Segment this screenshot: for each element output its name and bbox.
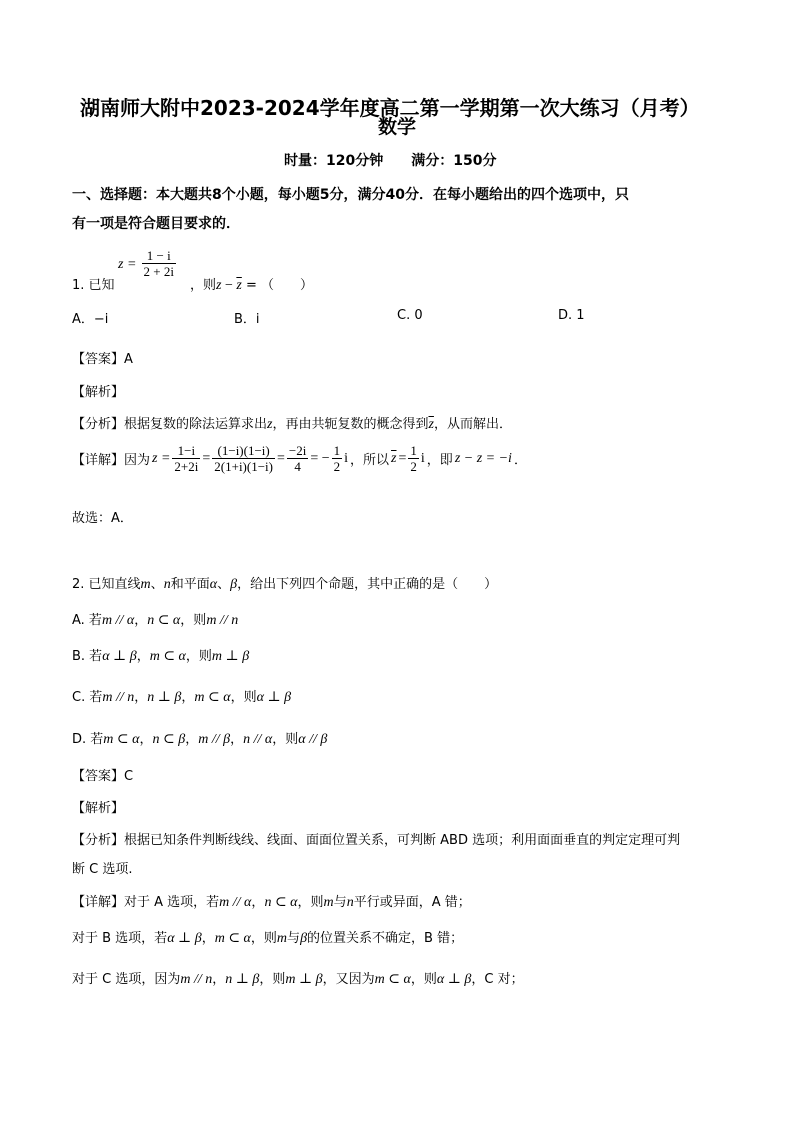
q1-detail-suoyi: ，所以: [350, 453, 390, 468]
q2-da-t7: n: [346, 895, 354, 910]
q2-b-t0: B. 若: [72, 649, 103, 664]
q2-b-t5: m ⊥ β: [211, 649, 250, 664]
q2-c-t2: ，: [134, 690, 148, 705]
q1-detail-frac4-den: 2: [333, 459, 341, 474]
q2-sep2: 、: [217, 577, 231, 592]
q2-detail-b: [72, 927, 463, 947]
q2-c-t6: ，则: [230, 690, 257, 705]
q1-conclusion: 故选：A．: [72, 511, 133, 526]
q1-then: ，则: [190, 278, 217, 293]
q1-number: 1. 已知: [72, 278, 115, 293]
q1-detail-frac3-num: −2i: [288, 443, 307, 458]
q2-db-t4: ，则: [250, 931, 277, 946]
q1-fraction: [142, 248, 176, 279]
q2-db-t6: 与: [287, 931, 301, 946]
q1-formula: [118, 248, 176, 279]
q2-c-t7: α ⊥ β: [256, 690, 292, 705]
q1-option-b: B．i: [234, 312, 260, 327]
section-instruction-line1: 一、选择题：本大题共8个小题，每小题5分，满分40分．在每小题给出的四个选项中，只: [72, 187, 629, 203]
q2-db-t3: m ⊂ α: [214, 931, 251, 946]
q1-detail-z: z =: [152, 450, 171, 466]
q1-fenxi: [72, 413, 512, 433]
exam-title: 湖南师大附中2023-2024学年度高二第一学期第一次大练习（月考）: [80, 96, 700, 120]
q2-db-t5: m: [276, 931, 288, 946]
q2-d-t5: m // β: [198, 732, 231, 747]
q2-c-t0: C. 若: [72, 690, 103, 705]
q2-db-t1: α ⊥ β: [167, 931, 202, 946]
q2-d-t0: D. 若: [72, 732, 104, 747]
q2-dc-t7: m ⊂ α: [374, 972, 411, 987]
q1-detail: [72, 443, 527, 474]
q2-d-t2: ，: [139, 732, 153, 747]
q2-stem-end: ，给出下列四个命题，其中正确的是（ ）: [237, 577, 498, 592]
q2-analysis-label: 【解析】: [72, 801, 125, 816]
q2-alpha: α: [209, 577, 218, 592]
q2-da-t4: ，则: [297, 895, 324, 910]
q2-da-t2: ，: [251, 895, 265, 910]
q1-detail-frac2-den: 2(1+i)(1−i): [214, 459, 273, 474]
q1-detail-frac2: [212, 443, 275, 474]
q2-d-t8: ，则: [272, 732, 299, 747]
q2-a-t3: n ⊂ α: [147, 613, 181, 628]
q1-z-eq: z =: [118, 257, 137, 272]
q1-z: z: [216, 278, 222, 293]
q2-d-t6: ，: [230, 732, 244, 747]
q2-detail-c: [72, 968, 524, 988]
q1-detail-frac1-den: 2+2i: [174, 459, 199, 474]
q2-da-t5: m: [323, 895, 334, 910]
q2-a-t4: ，则: [180, 613, 207, 628]
q1-option-c: C. 0: [397, 308, 423, 323]
q2-b-t4: ，则: [185, 649, 212, 664]
q1-frac-den: 2 + 2i: [143, 264, 174, 279]
q1-answer: 【答案】A: [72, 352, 133, 367]
q2-da-t1: m // α: [219, 895, 252, 910]
q2-da-t6: 与: [333, 895, 347, 910]
q2-dc-t1: m // n: [180, 972, 213, 987]
q2-detail-a: [72, 891, 471, 911]
q1-fenxi-pre: 【分析】根据复数的除法运算求出: [72, 417, 268, 432]
q1-option-a: A．−i: [72, 312, 109, 327]
q1-detail-eq4: =: [398, 450, 407, 466]
q2-fenxi-line2: 断 C 选项.: [72, 862, 133, 877]
q1-detail-pre: 【详解】因为: [72, 453, 151, 468]
q1-detail-frac5: [408, 443, 419, 474]
q2-a-t5: m // n: [206, 613, 239, 628]
q2-d-t1: m ⊂ α: [103, 732, 140, 747]
q2-stem: [72, 573, 497, 593]
q2-d-t3: n ⊂ β: [152, 732, 186, 747]
q2-a-t1: m // α: [101, 613, 135, 628]
q1-minus: −: [221, 278, 237, 293]
q2-n: n: [163, 577, 171, 592]
q1-tail: [190, 274, 313, 294]
q1-detail-frac5-num: 1: [410, 443, 417, 458]
q2-b-t1: α ⊥ β: [102, 649, 137, 664]
q2-d-t4: ，: [185, 732, 199, 747]
q1-detail-final: z − z = −i: [454, 450, 512, 466]
q1-detail-eq2: =: [276, 450, 285, 466]
q2-dc-t6: ，又因为: [322, 972, 375, 987]
q1-detail-i: i: [344, 450, 349, 466]
q2-plane: 和平面: [170, 577, 210, 592]
section-instruction-line2: 有一项是符合题目要求的．: [72, 216, 240, 232]
q2-db-t2: ，: [201, 931, 215, 946]
q1-fenxi-mid: ，再由共轭复数的概念得到: [272, 417, 429, 432]
q1-detail-frac2-num: (1−i)(1−i): [212, 443, 275, 459]
subject-title: 数学: [378, 116, 417, 138]
q2-db-t7: β: [300, 931, 308, 946]
q1-fenxi-z: z: [267, 417, 273, 432]
q2-option-c: [72, 686, 291, 706]
q1-detail-frac4: [332, 443, 343, 474]
q1-detail-frac1-num: 1−i: [172, 443, 200, 459]
q2-c-t4: ，: [181, 690, 195, 705]
q2-dc-t2: ，: [212, 972, 226, 987]
q1-detail-frac4-num: 1: [333, 443, 341, 458]
q2-db-t0: 对于 B 选项，若: [72, 931, 168, 946]
q2-option-d: [72, 728, 327, 748]
q2-dc-t0: 对于 C 选项，因为: [72, 972, 181, 987]
q2-dc-t5: m ⊥ β: [285, 972, 323, 987]
q2-da-t0: 【详解】对于 A 选项，若: [72, 895, 220, 910]
q2-option-b: [72, 645, 249, 665]
q2-fenxi-line1: 【分析】根据已知条件判断线线、线面、面面位置关系，可判断 ABD 选项；利用面面垂直的判定定理可判: [72, 833, 681, 848]
q2-dc-t3: n ⊥ β: [225, 972, 260, 987]
exam-meta: 时量：120分钟 满分：150分: [284, 153, 497, 169]
q2-sep1: 、: [150, 577, 164, 592]
q1-blank: = （ ）: [241, 278, 313, 293]
q2-dc-t10: ，C 对；: [471, 972, 524, 987]
q2-m: m: [140, 577, 151, 592]
q2-db-t8: 的位置关系不确定，B 错；: [307, 931, 464, 946]
q2-dc-t4: ，则: [259, 972, 286, 987]
q1-detail-frac3: [287, 443, 308, 474]
q2-b-t3: m ⊂ α: [149, 649, 186, 664]
q2-option-a: [72, 609, 238, 629]
q1-detail-eq3: = −: [310, 450, 330, 466]
q2-answer: 【答案】C: [72, 769, 134, 784]
q2-beta: β: [230, 577, 238, 592]
q1-detail-zbar: $\overline{z}$: [391, 450, 397, 466]
q2-d-t7: n // α: [243, 732, 273, 747]
q2-c-t3: n ⊥ β: [147, 690, 182, 705]
q1-detail-frac3-den: 4: [294, 459, 301, 474]
q1-zbar: $\overline{z}$: [236, 278, 242, 293]
q1-detail-i2: i: [420, 450, 425, 466]
q2-da-t3: n ⊂ α: [264, 895, 298, 910]
q2-dc-t9: α ⊥ β: [436, 972, 472, 987]
q2-b-t2: ，: [136, 649, 150, 664]
q1-detail-frac1: [172, 443, 200, 474]
q2-dc-t8: ，则: [410, 972, 437, 987]
q1-detail-end: ．: [513, 453, 527, 468]
q1-frac-num: 1 − i: [142, 248, 176, 264]
q1-detail-frac5-den: 2: [410, 459, 417, 474]
q2-c-t5: m ⊂ α: [194, 690, 231, 705]
q2-da-t8: 平行或异面，A 错；: [353, 895, 471, 910]
q1-option-d: D. 1: [558, 308, 585, 323]
q2-d-t9: α // β: [298, 732, 328, 747]
q2-a-t0: A. 若: [72, 613, 102, 628]
q1-detail-eq1: =: [202, 450, 211, 466]
q1-fenxi-end: ，从而解出．: [433, 417, 512, 432]
q1-detail-ji: ，即: [426, 453, 453, 468]
q1-analysis-label: 【解析】: [72, 385, 125, 400]
q1-fenxi-zbar: $\overline{z}$: [428, 417, 434, 432]
q2-a-t2: ，: [134, 613, 148, 628]
q2-c-t1: m // n: [102, 690, 135, 705]
q2-stem-pre: 2. 已知直线: [72, 577, 141, 592]
